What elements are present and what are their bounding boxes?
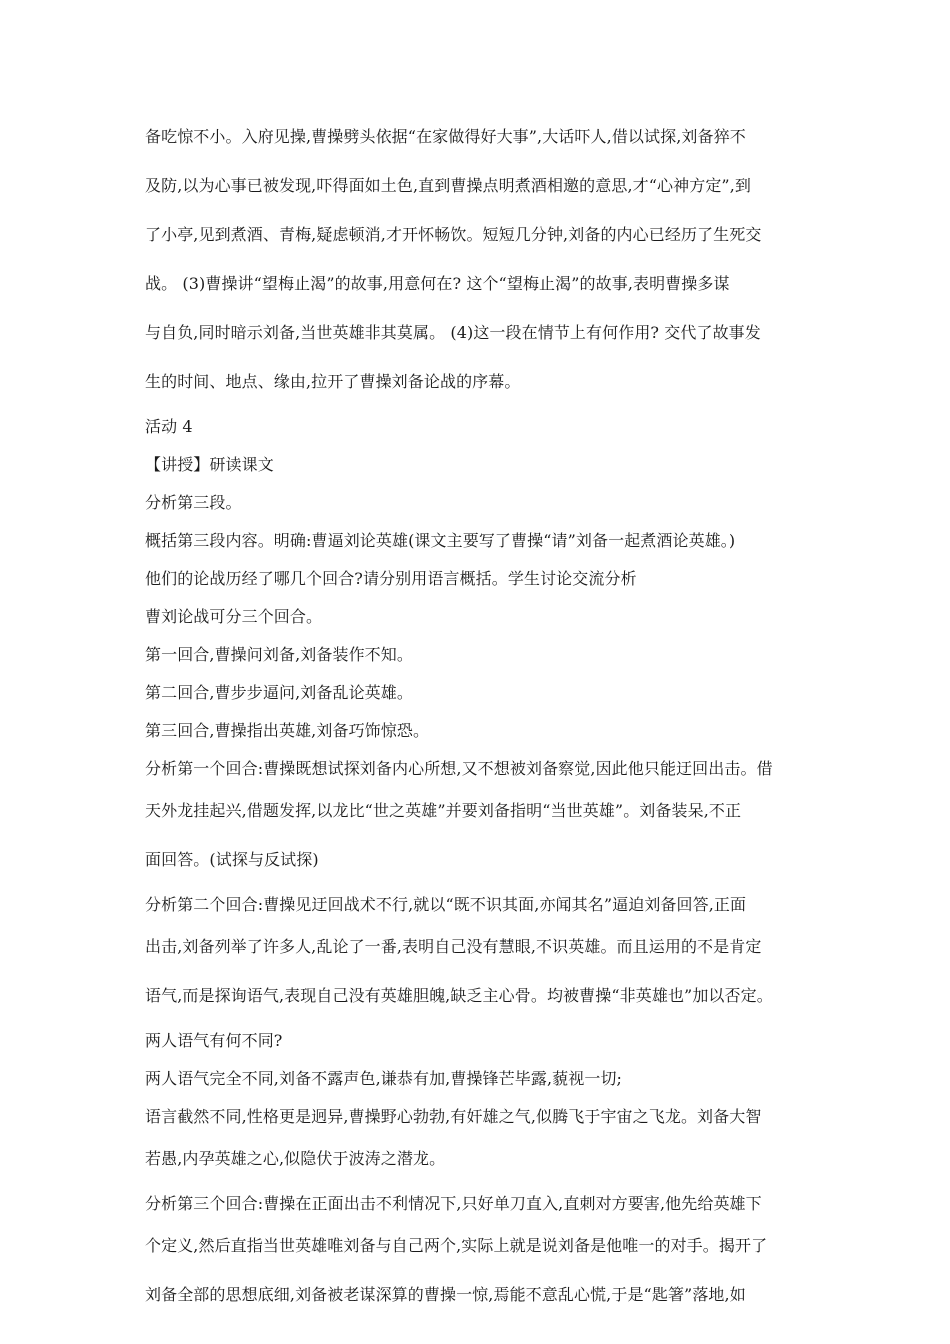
text-line: 若愚,内孕英雄之心,似隐伏于波涛之潜龙。 — [145, 1149, 446, 1168]
text-line: 概括第三段内容。明确:曹逼刘论英雄(课文主要写了曹操“请”刘备一起煮酒论英雄。) — [145, 531, 736, 550]
text-line: 及防,以为心事已被发现,吓得面如土色,直到曹操点明煮酒相邀的意思,才“心神方定”,到 — [145, 176, 751, 195]
text-line: 刘备全部的思想底细,刘备被老谋深算的曹操一惊,焉能不意乱心慌,于是“匙箸”落地,如 — [145, 1285, 746, 1304]
text-line: 出击,刘备列举了许多人,乱论了一番,表明自己没有慧眼,不识英雄。而且运用的不是肯定 — [145, 937, 762, 956]
text-line: 第一回合,曹操问刘备,刘备装作不知。 — [145, 645, 413, 664]
text-line: 语言截然不同,性格更是迥异,曹操野心勃勃,有奸雄之气,似腾飞于宇宙之飞龙。刘备大智 — [145, 1107, 762, 1126]
text-line: 生的时间、地点、缘由,拉开了曹操刘备论战的序幕。 — [145, 372, 521, 391]
text-line: 备吃惊不小。入府见操,曹操劈头依据“在家做得好大事”,大话吓人,借以试探,刘备猝不 — [145, 127, 746, 146]
text-line: 两人语气有何不同? — [145, 1031, 283, 1050]
text-line: 战。 (3)曹操讲“望梅止渴”的故事,用意何在? 这个“望梅止渴”的故事,表明曹操多谋 — [145, 274, 730, 293]
text-line: 了小亭,见到煮酒、青梅,疑虑顿消,才开怀畅饮。短短几分钟,刘备的内心已经历了生死交 — [145, 225, 762, 244]
section-subheading: 【讲授】研读课文 — [145, 455, 274, 474]
text-line: 分析第三个回合:曹操在正面出击不利情况下,只好单刀直入,直刺对方要害,他先给英雄下 — [145, 1194, 762, 1213]
text-line: 第二回合,曹步步逼问,刘备乱论英雄。 — [145, 683, 413, 702]
text-line: 个定义,然后直指当世英雄唯刘备与自己两个,实际上就是说刘备是他唯一的对手。揭开了 — [145, 1236, 768, 1255]
text-line: 面回答。(试探与反试探) — [145, 850, 319, 869]
text-line: 与自负,同时暗示刘备,当世英雄非其莫属。 (4)这一段在情节上有何作用? 交代了故事发 — [145, 323, 761, 342]
text-line: 分析第二个回合:曹操见迂回战术不行,就以“既不识其面,亦闻其名”逼迫刘备回答,正面 — [145, 895, 747, 914]
text-line: 分析第三段。 — [145, 493, 242, 512]
text-line: 曹刘论战可分三个回合。 — [145, 607, 323, 626]
document-page — [145, 117, 815, 1324]
text-line: 语气,而是探询语气,表现自己没有英雄胆魄,缺乏主心骨。均被曹操“非英雄也”加以否定。 — [145, 986, 773, 1005]
section-heading: 活动 4 — [145, 417, 193, 436]
text-line: 两人语气完全不同,刘备不露声色,谦恭有加,曹操锋芒毕露,藐视一切; — [145, 1069, 623, 1088]
text-line: 分析第一个回合:曹操既想试探刘备内心所想,又不想被刘备察觉,因此他只能迂回出击。借 — [145, 759, 773, 778]
text-line: 天外龙挂起兴,借题发挥,以龙比“世之英雄”并要刘备指明“当世英雄”。刘备装呆,不正 — [145, 801, 742, 820]
text-line: 第三回合,曹操指出英雄,刘备巧饰惊恐。 — [145, 721, 430, 740]
text-line: 他们的论战历经了哪几个回合?请分别用语言概括。学生讨论交流分析 — [145, 569, 637, 588]
